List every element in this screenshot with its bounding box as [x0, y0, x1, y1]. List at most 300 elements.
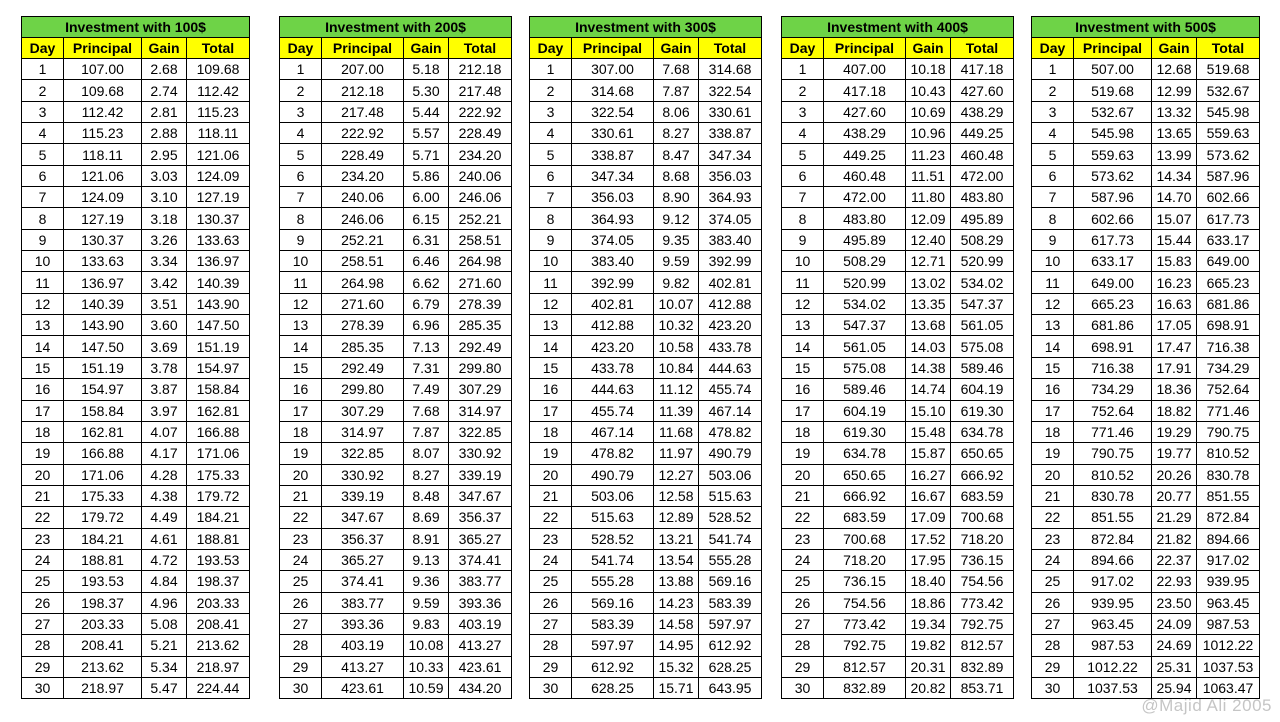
table-cell: 718.20	[951, 528, 1014, 549]
table-cell: 19.82	[906, 635, 951, 656]
table-row	[782, 251, 1014, 272]
column-header: Principal	[322, 38, 404, 59]
table-cell: 483.80	[824, 208, 906, 229]
table-cell: 617.73	[1074, 229, 1152, 250]
table-cell: 21.82	[1152, 528, 1197, 549]
table-cell: 5	[782, 144, 824, 165]
table-cell: 11.80	[906, 187, 951, 208]
table-cell: 575.08	[951, 336, 1014, 357]
table-cell: 6	[530, 165, 572, 186]
table-row	[530, 528, 762, 549]
table-cell: 18.40	[906, 571, 951, 592]
table-row	[530, 315, 762, 336]
table-cell: 179.72	[187, 485, 250, 506]
table-row	[530, 507, 762, 528]
table-cell: 14.70	[1152, 187, 1197, 208]
table-cell: 8.27	[654, 123, 699, 144]
table-cell: 736.15	[824, 571, 906, 592]
table-cell: 22	[22, 507, 64, 528]
table-cell: 383.77	[449, 571, 512, 592]
table-row	[1032, 357, 1260, 378]
table-cell: 666.92	[951, 464, 1014, 485]
table-cell: 683.59	[824, 507, 906, 528]
table-cell: 9	[530, 229, 572, 250]
table-row	[782, 549, 1014, 570]
table-row	[1032, 421, 1260, 442]
table-row	[530, 101, 762, 122]
table-row	[1032, 528, 1260, 549]
table-cell: 2.88	[142, 123, 187, 144]
table-cell: 20.26	[1152, 464, 1197, 485]
table-cell: 127.19	[187, 187, 250, 208]
table-cell: 872.84	[1197, 507, 1260, 528]
table-cell: 184.21	[187, 507, 250, 528]
table-cell: 109.68	[64, 80, 142, 101]
table-row	[1032, 165, 1260, 186]
table-cell: 18	[1032, 421, 1074, 442]
table-row	[530, 464, 762, 485]
table-cell: 10.58	[654, 336, 699, 357]
table-cell: 7	[22, 187, 64, 208]
table-cell: 224.44	[187, 677, 250, 698]
table-cell: 154.97	[187, 357, 250, 378]
table-cell: 374.05	[572, 229, 654, 250]
table-cell: 519.68	[1074, 80, 1152, 101]
table-cell: 17.52	[906, 528, 951, 549]
table-cell: 171.06	[187, 443, 250, 464]
table-cell: 6	[280, 165, 322, 186]
table-cell: 9.83	[404, 613, 449, 634]
table-cell: 403.19	[322, 635, 404, 656]
table-cell: 314.68	[572, 80, 654, 101]
table-cell: 917.02	[1197, 549, 1260, 570]
table-cell: 20.82	[906, 677, 951, 698]
table-cell: 423.61	[322, 677, 404, 698]
table-cell: 8.90	[654, 187, 699, 208]
table-cell: 7.87	[654, 80, 699, 101]
table-cell: 258.51	[322, 251, 404, 272]
table-cell: 478.82	[699, 421, 762, 442]
table-cell: 851.55	[1197, 485, 1260, 506]
table-title: Investment with 200$	[280, 17, 512, 38]
table-row	[530, 336, 762, 357]
table-cell: 374.05	[699, 208, 762, 229]
table-cell: 393.36	[449, 592, 512, 613]
column-header: Principal	[64, 38, 142, 59]
table-cell: 16.23	[1152, 272, 1197, 293]
table-cell: 28	[1032, 635, 1074, 656]
table-cell: 634.78	[824, 443, 906, 464]
table-cell: 19	[22, 443, 64, 464]
table-row	[1032, 251, 1260, 272]
table-cell: 423.61	[449, 656, 512, 677]
table-cell: 188.81	[64, 549, 142, 570]
table-cell: 412.88	[699, 293, 762, 314]
table-cell: 2	[782, 80, 824, 101]
table-cell: 121.06	[64, 165, 142, 186]
table-cell: 356.37	[449, 507, 512, 528]
table-row	[530, 485, 762, 506]
table-cell: 569.16	[699, 571, 762, 592]
table-row	[22, 80, 250, 101]
table-cell: 4.38	[142, 485, 187, 506]
table-row	[1032, 293, 1260, 314]
table-cell: 16.63	[1152, 293, 1197, 314]
table-cell: 5.34	[142, 656, 187, 677]
table-row	[1032, 144, 1260, 165]
table-cell: 11	[280, 272, 322, 293]
table-cell: 27	[530, 613, 572, 634]
table-cell: 10.84	[654, 357, 699, 378]
table-title: Investment with 100$	[22, 17, 250, 38]
table-cell: 700.68	[951, 507, 1014, 528]
table-cell: 15.07	[1152, 208, 1197, 229]
table-cell: 208.41	[187, 613, 250, 634]
table-row	[530, 613, 762, 634]
table-cell: 8.06	[654, 101, 699, 122]
table-cell: 18	[22, 421, 64, 442]
column-header: Total	[449, 38, 512, 59]
table-cell: 894.66	[1074, 549, 1152, 570]
table-cell: 27	[22, 613, 64, 634]
table-cell: 483.80	[951, 187, 1014, 208]
table-cell: 264.98	[322, 272, 404, 293]
table-cell: 4	[782, 123, 824, 144]
table-cell: 22	[280, 507, 322, 528]
table-row	[782, 208, 1014, 229]
column-header: Gain	[404, 38, 449, 59]
table-cell: 612.92	[572, 656, 654, 677]
table-cell: 17	[782, 400, 824, 421]
table-cell: 917.02	[1074, 571, 1152, 592]
table-cell: 147.50	[187, 315, 250, 336]
table-cell: 455.74	[699, 379, 762, 400]
table-cell: 13.54	[654, 549, 699, 570]
table-cell: 698.91	[1074, 336, 1152, 357]
table-cell: 812.57	[824, 656, 906, 677]
table-cell: 3.69	[142, 336, 187, 357]
table-cell: 166.88	[187, 421, 250, 442]
table-cell: 322.54	[572, 101, 654, 122]
table-cell: 143.90	[64, 315, 142, 336]
table-cell: 23.50	[1152, 592, 1197, 613]
table-cell: 402.81	[572, 293, 654, 314]
table-cell: 2	[22, 80, 64, 101]
investment-table	[529, 16, 762, 699]
table-cell: 12.58	[654, 485, 699, 506]
table-cell: 16	[22, 379, 64, 400]
table-row	[22, 229, 250, 250]
table-cell: 14.23	[654, 592, 699, 613]
table-cell: 109.68	[187, 59, 250, 80]
table-cell: 118.11	[64, 144, 142, 165]
table-cell: 347.34	[572, 165, 654, 186]
table-cell: 716.38	[1074, 357, 1152, 378]
table-cell: 29	[782, 656, 824, 677]
table-cell: 26	[1032, 592, 1074, 613]
table-cell: 23	[1032, 528, 1074, 549]
table-cell: 3	[280, 101, 322, 122]
table-cell: 402.81	[699, 272, 762, 293]
table-row	[22, 101, 250, 122]
table-row	[530, 656, 762, 677]
table-cell: 252.21	[322, 229, 404, 250]
table-row	[22, 165, 250, 186]
table-cell: 15.83	[1152, 251, 1197, 272]
table-cell: 29	[22, 656, 64, 677]
table-cell: 7	[530, 187, 572, 208]
table-cell: 472.00	[824, 187, 906, 208]
table-row	[280, 229, 512, 250]
table-cell: 604.19	[824, 400, 906, 421]
table-cell: 559.63	[1197, 123, 1260, 144]
table-cell: 151.19	[187, 336, 250, 357]
table-cell: 15	[22, 357, 64, 378]
table-cell: 14.58	[654, 613, 699, 634]
table-cell: 6.00	[404, 187, 449, 208]
table-cell: 16.67	[906, 485, 951, 506]
table-cell: 963.45	[1074, 613, 1152, 634]
table-cell: 246.06	[322, 208, 404, 229]
table-cell: 28	[782, 635, 824, 656]
table-cell: 25	[280, 571, 322, 592]
table-cell: 20	[280, 464, 322, 485]
table-cell: 4.49	[142, 507, 187, 528]
table-cell: 11	[782, 272, 824, 293]
table-row	[22, 421, 250, 442]
table-row	[530, 80, 762, 101]
table-cell: 3.60	[142, 315, 187, 336]
table-cell: 587.96	[1197, 165, 1260, 186]
table-cell: 5.21	[142, 635, 187, 656]
table-row	[1032, 123, 1260, 144]
table-cell: 136.97	[187, 251, 250, 272]
table-cell: 115.23	[64, 123, 142, 144]
table-cell: 127.19	[64, 208, 142, 229]
table-cell: 650.65	[824, 464, 906, 485]
table-row	[1032, 613, 1260, 634]
table-row	[530, 272, 762, 293]
table-cell: 11.39	[654, 400, 699, 421]
table-row	[280, 656, 512, 677]
table-row	[782, 443, 1014, 464]
table-cell: 30	[1032, 677, 1074, 698]
table-cell: 634.78	[951, 421, 1014, 442]
column-header: Principal	[1074, 38, 1152, 59]
table-row	[782, 80, 1014, 101]
table-cell: 939.95	[1197, 571, 1260, 592]
table-cell: 14.95	[654, 635, 699, 656]
table-cell: 271.60	[322, 293, 404, 314]
table-cell: 7.13	[404, 336, 449, 357]
table-row	[22, 677, 250, 698]
table-cell: 13	[22, 315, 64, 336]
table-cell: 18.36	[1152, 379, 1197, 400]
table-cell: 26	[280, 592, 322, 613]
table-cell: 583.39	[699, 592, 762, 613]
table-row	[1032, 656, 1260, 677]
table-cell: 292.49	[449, 336, 512, 357]
table-cell: 278.39	[322, 315, 404, 336]
table-cell: 628.25	[572, 677, 654, 698]
table-cell: 15.32	[654, 656, 699, 677]
table-row	[782, 421, 1014, 442]
table-cell: 417.18	[951, 59, 1014, 80]
table-cell: 15	[782, 357, 824, 378]
table-cell: 1	[22, 59, 64, 80]
table-cell: 2	[530, 80, 572, 101]
table-row	[530, 549, 762, 570]
table-cell: 8.07	[404, 443, 449, 464]
table-cell: 771.46	[1074, 421, 1152, 442]
table-cell: 559.63	[1074, 144, 1152, 165]
table-cell: 19	[280, 443, 322, 464]
table-row	[530, 443, 762, 464]
table-row	[22, 528, 250, 549]
table-cell: 29	[1032, 656, 1074, 677]
table-cell: 24.09	[1152, 613, 1197, 634]
table-cell: 830.78	[1074, 485, 1152, 506]
investment-table	[21, 16, 250, 699]
table-cell: 2.68	[142, 59, 187, 80]
table-cell: 26	[530, 592, 572, 613]
column-header: Principal	[824, 38, 906, 59]
table-cell: 339.19	[449, 464, 512, 485]
investment-tables	[0, 16, 1280, 700]
table-row	[22, 293, 250, 314]
table-row	[530, 251, 762, 272]
table-cell: 602.66	[1074, 208, 1152, 229]
table-cell: 17.91	[1152, 357, 1197, 378]
table-cell: 9.12	[654, 208, 699, 229]
table-cell: 208.41	[64, 635, 142, 656]
table-cell: 15	[530, 357, 572, 378]
table-cell: 455.74	[572, 400, 654, 421]
table-row	[1032, 59, 1260, 80]
table-cell: 792.75	[824, 635, 906, 656]
table-cell: 322.85	[449, 421, 512, 442]
table-cell: 10.07	[654, 293, 699, 314]
table-cell: 20	[1032, 464, 1074, 485]
table-cell: 383.77	[322, 592, 404, 613]
table-cell: 6.15	[404, 208, 449, 229]
table-cell: 575.08	[824, 357, 906, 378]
table-row	[280, 165, 512, 186]
table-row	[280, 485, 512, 506]
table-cell: 433.78	[699, 336, 762, 357]
table-cell: 718.20	[824, 549, 906, 570]
table-cell: 23	[22, 528, 64, 549]
table-cell: 25	[782, 571, 824, 592]
table-cell: 1	[1032, 59, 1074, 80]
table-cell: 433.78	[572, 357, 654, 378]
table-cell: 665.23	[1197, 272, 1260, 293]
table-cell: 10.33	[404, 656, 449, 677]
table-cell: 7.68	[654, 59, 699, 80]
table-row	[1032, 80, 1260, 101]
table-row	[782, 571, 1014, 592]
table-cell: 3.26	[142, 229, 187, 250]
table-cell: 13.68	[906, 315, 951, 336]
table-cell: 520.99	[951, 251, 1014, 272]
table-cell: 872.84	[1074, 528, 1152, 549]
table-cell: 338.87	[699, 123, 762, 144]
table-row	[22, 272, 250, 293]
table-cell: 285.35	[322, 336, 404, 357]
table-cell: 171.06	[64, 464, 142, 485]
table-cell: 503.06	[699, 464, 762, 485]
table-cell: 24	[22, 549, 64, 570]
table-row	[22, 208, 250, 229]
table-cell: 413.27	[449, 635, 512, 656]
table-cell: 11.97	[654, 443, 699, 464]
table-row	[1032, 315, 1260, 336]
table-cell: 365.27	[449, 528, 512, 549]
table-cell: 299.80	[322, 379, 404, 400]
table-row	[22, 443, 250, 464]
table-cell: 133.63	[187, 229, 250, 250]
table-cell: 24	[280, 549, 322, 570]
table-cell: 681.86	[1074, 315, 1152, 336]
table-cell: 555.28	[699, 549, 762, 570]
table-cell: 515.63	[572, 507, 654, 528]
table-cell: 5.44	[404, 101, 449, 122]
column-header: Day	[1032, 38, 1074, 59]
table-cell: 222.92	[322, 123, 404, 144]
table-cell: 356.03	[699, 165, 762, 186]
table-row	[280, 144, 512, 165]
table-cell: 9.36	[404, 571, 449, 592]
table-row	[1032, 571, 1260, 592]
table-cell: 7	[1032, 187, 1074, 208]
table-cell: 1063.47	[1197, 677, 1260, 698]
table-cell: 16.27	[906, 464, 951, 485]
table-cell: 16	[1032, 379, 1074, 400]
table-row	[530, 187, 762, 208]
table-cell: 6.31	[404, 229, 449, 250]
table-cell: 9	[1032, 229, 1074, 250]
table-cell: 27	[280, 613, 322, 634]
table-cell: 356.03	[572, 187, 654, 208]
table-cell: 5.30	[404, 80, 449, 101]
table-row	[530, 592, 762, 613]
table-cell: 228.49	[322, 144, 404, 165]
table-cell: 5	[530, 144, 572, 165]
table-cell: 124.09	[187, 165, 250, 186]
table-cell: 434.20	[449, 677, 512, 698]
table-row	[280, 357, 512, 378]
table-cell: 478.82	[572, 443, 654, 464]
table-cell: 322.54	[699, 80, 762, 101]
table-title: Investment with 500$	[1032, 17, 1260, 38]
table-cell: 18	[782, 421, 824, 442]
table-cell: 278.39	[449, 293, 512, 314]
table-cell: 4	[280, 123, 322, 144]
column-header: Total	[699, 38, 762, 59]
table-cell: 20.31	[906, 656, 951, 677]
table-cell: 184.21	[64, 528, 142, 549]
table-cell: 240.06	[449, 165, 512, 186]
table-cell: 700.68	[824, 528, 906, 549]
table-cell: 9.59	[404, 592, 449, 613]
table-row	[280, 507, 512, 528]
table-cell: 853.71	[951, 677, 1014, 698]
table-cell: 3.97	[142, 400, 187, 421]
table-cell: 29	[530, 656, 572, 677]
table-cell: 130.37	[64, 229, 142, 250]
table-cell: 12.68	[1152, 59, 1197, 80]
table-cell: 810.52	[1074, 464, 1152, 485]
